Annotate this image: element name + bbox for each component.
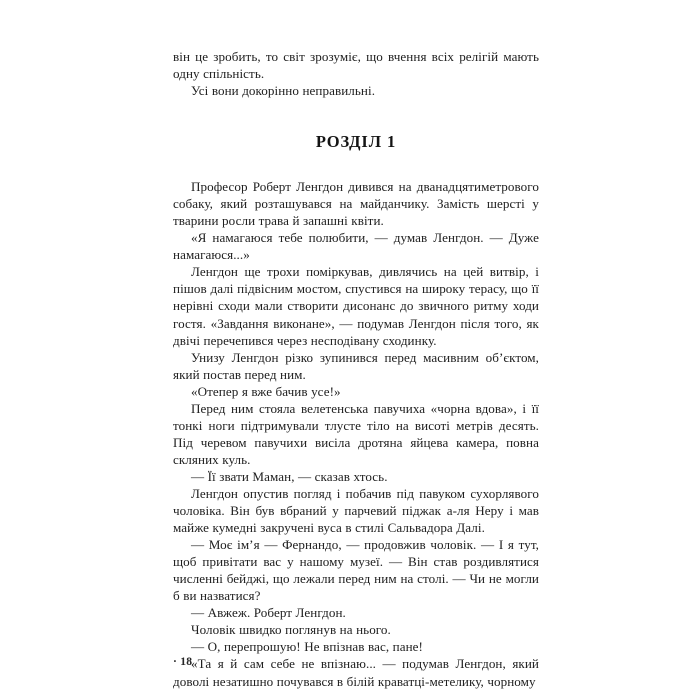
paragraph-maman: — Її звати Маман, — сказав хтось. xyxy=(191,468,388,484)
page-number: · 18 xyxy=(173,655,193,668)
paragraph-bridge-terrace: Ленгдон ще трохи поміркував, дивлячись на цей витвір, і пішов далі підвісним мостом, спустився на широку терасу, що її нерівні сходи мали створити дисонанс до звичного ритму ходи гостя. «Завдання виконане», — подумав Ленгдон після того, як двічі перечепився через несподівану сходинку. xyxy=(173,264,539,348)
paragraph-fernando: — Моє ім’я — Фернандо, — продовжив чоловік. — І я тут, щоб привітати вас у нашому музеї. — Він став роздивлятися численні бейджі, що лежали перед ним на столі. — Чи не могли б ви назватися? xyxy=(173,537,539,604)
paragraph-trying-to-love: «Я намагаюся тебе полюбити, — думав Ленгдон. — Дуже намагаюся...» xyxy=(173,230,539,263)
paragraph-black-widow: Перед ним стояла велетенська павучиха «чорна вдова», і її тонкі ноги підтримували тлусте тіло на висоті метрів десять. Під черевом павучихи висіла дротяна яйцева камера, повна скляних куль. xyxy=(173,400,539,467)
paragraph-sorry-sir: — О, перепрошую! Не впізнав вас, пане! xyxy=(191,639,423,655)
paragraph-continuation: він це зробить, то світ зрозуміє, що вчення всіх релігій мають одну спільність. xyxy=(173,49,539,82)
paragraph-dont-recognize-self: «Та я й сам себе не впізнаю... — подумав Ленгдон, який доволі незатишно почувався в білій краватці-метелику, чорному xyxy=(173,656,539,689)
paragraph-seen-it-all: «Отепер я вже бачив усе!» xyxy=(191,383,341,399)
paragraph-of-course: — Авжеж. Роберт Ленгдон. xyxy=(191,605,346,621)
spacer-below-heading xyxy=(173,152,539,178)
text-column xyxy=(173,48,539,690)
paragraph-all-wrong: Усі вони докорінно неправильні. xyxy=(191,83,376,99)
paragraph-thin-man: Ленгдон опустив погляд і побачив під павуком сухорлявого чоловіка. Він був вбраний у парчевий піджак а-ля Неру і мав майже кумедні закручені вуса в стилі Сальвадора Далі. xyxy=(173,485,539,536)
paragraph-professor-dog: Професор Роберт Ленгдон дивився на дванадцятиметрового собаку, який розташувався на майданчику. Замість шерсті у тварини росли трава й запашні квіти. xyxy=(173,179,539,229)
paragraph-quick-look: Чоловік швидко поглянув на нього. xyxy=(191,622,391,638)
paragraph-massive-object: Унизу Ленгдон різко зупинився перед масивним об’єктом, який постав перед ним. xyxy=(173,349,539,382)
chapter-heading: РОЗДІЛ 1 xyxy=(315,132,397,152)
spacer-above-heading xyxy=(173,99,539,132)
